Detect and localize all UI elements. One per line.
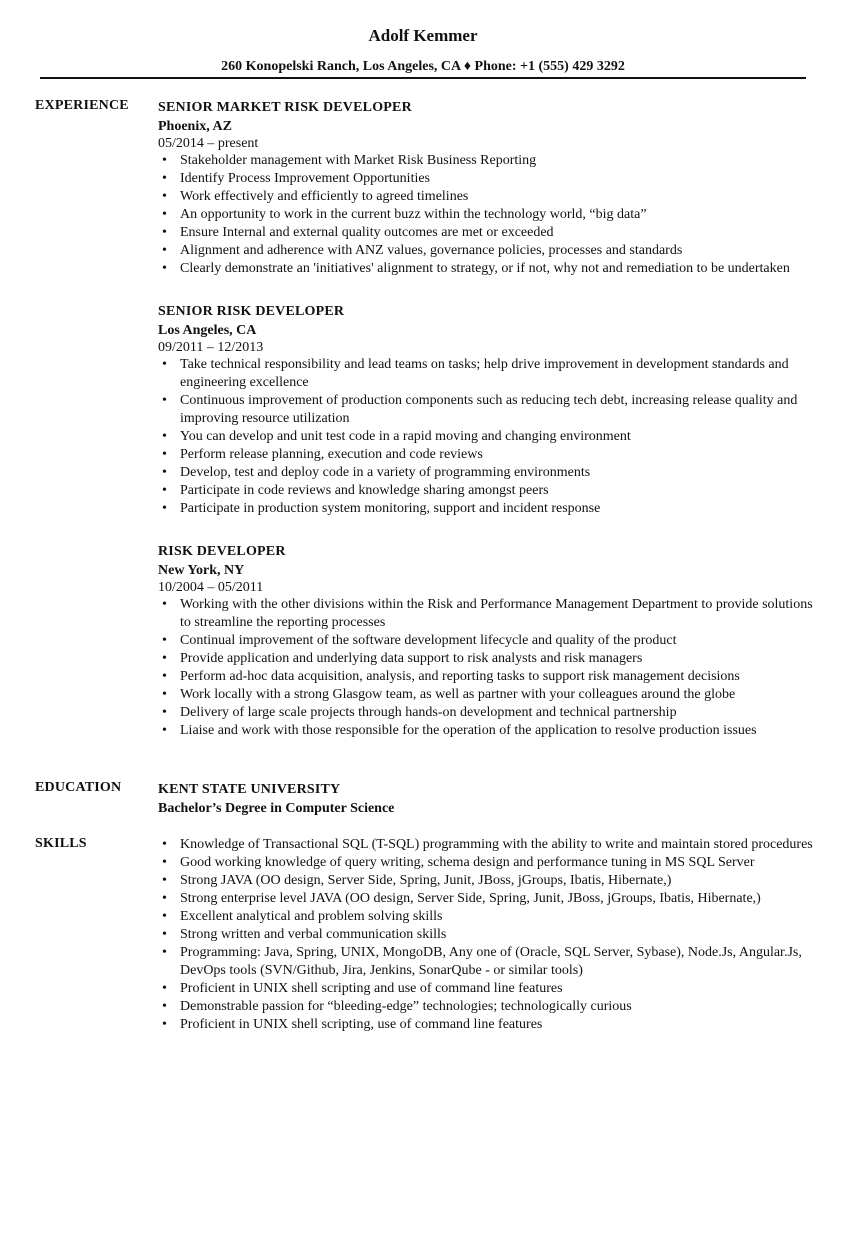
bullet-item: • Stakeholder management with Market Risk Business Reporting: [158, 152, 818, 170]
bullet-item: • Perform ad-hoc data acquisition, analysis, and reporting tasks to support risk management decisions: [158, 668, 818, 686]
bullet-item: • Continual improvement of the software development lifecycle and quality of the product: [158, 632, 818, 650]
bullet-item: • You can develop and unit test code in a rapid moving and changing environment: [158, 428, 818, 446]
contact-line: 260 Konopelski Ranch, Los Angeles, CA ♦ Phone: +1 (555) 429 3292: [221, 59, 625, 74]
job-title: RISK DEVELOPER: [158, 544, 286, 559]
job-entry: [158, 98, 818, 278]
job-title: SENIOR MARKET RISK DEVELOPER: [158, 100, 412, 115]
bullet-item: • Delivery of large scale projects through hands-on development and technical partnership: [158, 704, 818, 722]
skill-item: • Good working knowledge of query writing, schema design and performance tuning in MS SQL Server: [158, 854, 818, 872]
job-dates: 10/2004 – 05/2011: [158, 580, 264, 595]
bullet-item: • An opportunity to work in the current buzz within the technology world, “big data”: [158, 206, 818, 224]
bullet-item: • Alignment and adherence with ANZ values, governance policies, processes and standards: [158, 242, 818, 260]
bullet-item: • Participate in code reviews and knowledge sharing amongst peers: [158, 482, 818, 500]
bullet-item: • Perform release planning, execution and code reviews: [158, 446, 818, 464]
job-entry: [158, 302, 818, 518]
skill-item: • Strong written and verbal communication skills: [158, 926, 818, 944]
skill-item: • Demonstrable passion for “bleeding-edge” technologies; technologically curious: [158, 998, 818, 1016]
job-bullets: [158, 596, 818, 740]
job-location: Los Angeles, CA: [158, 323, 257, 338]
skill-item: • Proficient in UNIX shell scripting and use of command line features: [158, 980, 818, 998]
degree: Bachelor’s Degree in Computer Science: [158, 801, 395, 816]
school-name: KENT STATE UNIVERSITY: [158, 782, 341, 797]
header-divider: [40, 77, 806, 79]
education-entry: [158, 780, 818, 818]
section-label-skills: SKILLS: [35, 836, 87, 851]
skill-item: • Proficient in UNIX shell scripting, use of command line features: [158, 1016, 818, 1034]
job-location: Phoenix, AZ: [158, 119, 232, 134]
bullet-item: • Work locally with a strong Glasgow team, as well as partner with your colleagues around the globe: [158, 686, 818, 704]
skill-item: • Knowledge of Transactional SQL (T-SQL) programming with the ability to write and maintain stored procedures: [158, 836, 818, 854]
job-bullets: [158, 152, 818, 278]
skill-item: • Strong enterprise level JAVA (OO design, Server Side, Spring, Junit, JBoss, jGroups, Ibatis, Hibernate,): [158, 890, 818, 908]
bullet-item: • Liaise and work with those responsible for the operation of the application to resolve production issues: [158, 722, 818, 740]
bullet-item: • Participate in production system monitoring, support and incident response: [158, 500, 818, 518]
job-bullets: [158, 356, 818, 518]
bullet-item: • Provide application and underlying data support to risk analysts and risk managers: [158, 650, 818, 668]
skills-list: [158, 836, 818, 1034]
skill-item: • Strong JAVA (OO design, Server Side, Spring, Junit, JBoss, jGroups, Ibatis, Hibernate,): [158, 872, 818, 890]
skill-item: • Excellent analytical and problem solving skills: [158, 908, 818, 926]
bullet-item: • Ensure Internal and external quality outcomes are met or exceeded: [158, 224, 818, 242]
job-entry: [158, 542, 818, 740]
bullet-item: • Take technical responsibility and lead teams on tasks; help drive improvement in development standards and engineering excellence: [158, 356, 818, 392]
job-dates: 09/2011 – 12/2013: [158, 340, 264, 355]
bullet-item: • Identify Process Improvement Opportunities: [158, 170, 818, 188]
bullet-item: • Develop, test and deploy code in a variety of programming environments: [158, 464, 818, 482]
job-location: New York, NY: [158, 563, 245, 578]
section-label-education: EDUCATION: [35, 780, 122, 795]
skill-item: • Programming: Java, Spring, UNIX, MongoDB, Any one of (Oracle, SQL Server, Sybase), Node.Js, Angular.Js, DevOps tools (SVN/Github, Jira, Jenkins, SonarQube - or similar tools): [158, 944, 818, 980]
bullet-item: • Clearly demonstrate an 'initiatives' alignment to strategy, or if not, why not and remediation to be undertaken: [158, 260, 818, 278]
candidate-name: Adolf Kemmer: [368, 26, 478, 45]
skills-list-wrap: [158, 836, 818, 1034]
bullet-item: • Continuous improvement of production components such as reducing tech debt, increasing release quality and improving resource utilization: [158, 392, 818, 428]
experience-list: [158, 98, 818, 764]
job-dates: 05/2014 – present: [158, 136, 259, 151]
job-title: SENIOR RISK DEVELOPER: [158, 304, 345, 319]
section-label-experience: EXPERIENCE: [35, 98, 129, 113]
bullet-item: • Working with the other divisions within the Risk and Performance Management Department to provide solutions to streamline the reporting processes: [158, 596, 818, 632]
bullet-item: • Work effectively and efficiently to agreed timelines: [158, 188, 818, 206]
